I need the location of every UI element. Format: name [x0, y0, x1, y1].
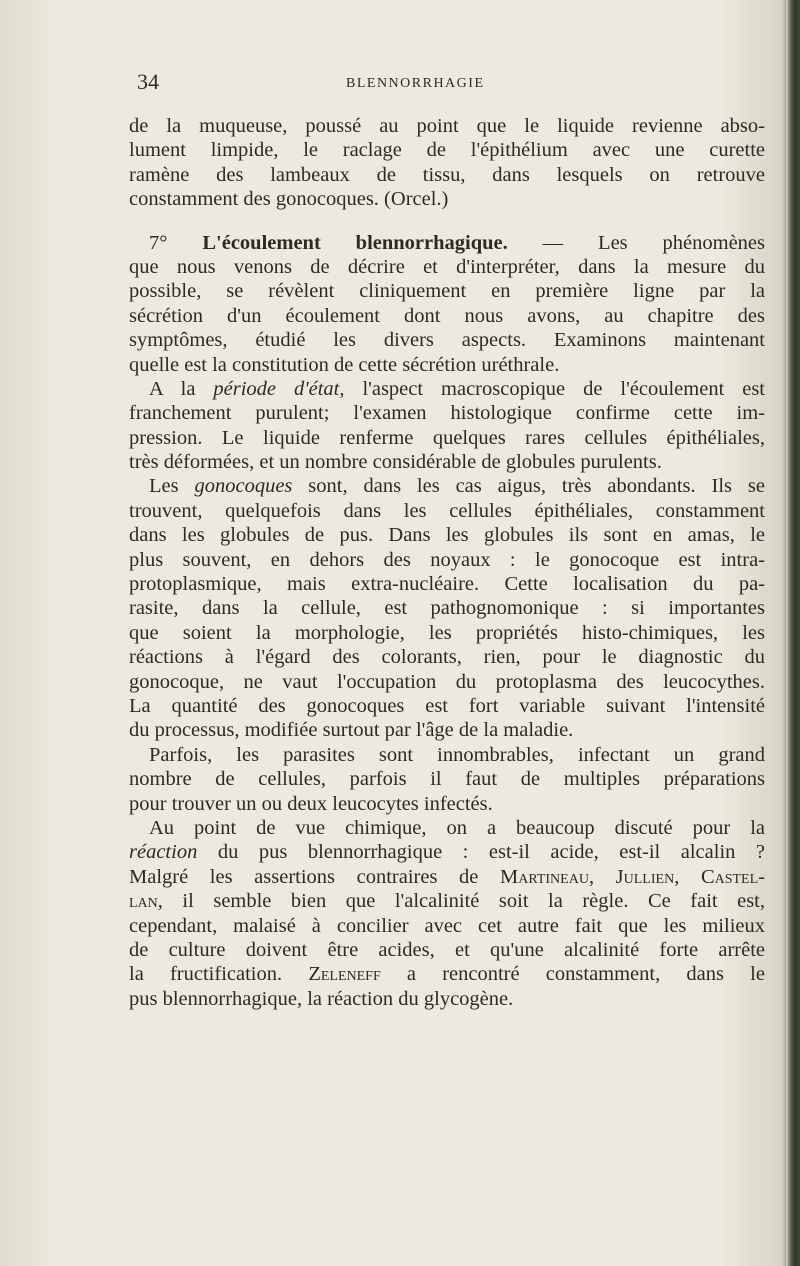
text-line: La quantité des gonocoques est fort variable suivant l'intensité	[129, 694, 765, 717]
text-line	[129, 377, 765, 401]
text-line: pour trouver un ou deux leucocytes infectés.	[129, 792, 493, 815]
author-name: Jullien	[615, 865, 675, 888]
text-fragment: a rencontré constamment, dans le	[380, 963, 765, 986]
text-line	[129, 962, 765, 986]
section-7	[129, 231, 765, 377]
text-fragment: Malgré les assertions contraires de	[129, 865, 500, 888]
paragraph-1	[129, 114, 765, 212]
text-line	[129, 474, 765, 498]
text-line: Au point de vue chimique, on a beaucoup discuté pour la	[149, 816, 765, 839]
page-number: 34	[137, 69, 159, 94]
text-line: nombre de cellules, parfois il faut de multiples préparations	[129, 768, 765, 791]
book-spine-edge	[786, 0, 800, 1266]
italic-term: période d'état	[213, 377, 340, 400]
author-name-cont: lan	[129, 890, 158, 913]
text-line: gonocoque, ne vaut l'occupation du protoplasma des leucocythes.	[129, 670, 765, 693]
text-line: pression. Le liquide renferme quelques rares cellules épithéliales,	[129, 426, 765, 449]
text-line: réactions à l'égard des colorants, rien, pour le diagnostic du	[129, 646, 765, 669]
text-line	[129, 840, 765, 864]
text-line: protoplasmique, mais extra-nucléaire. Cette localisation du pa-	[129, 573, 765, 596]
text-fragment: ,	[588, 865, 616, 888]
text-fragment: du pus blennorrhagique : est-il acide, est-il alcalin ?	[197, 841, 765, 864]
author-name: Castel-	[700, 865, 765, 888]
text-line: dans les globules de pus. Dans les globules ils sont en amas, le	[129, 524, 765, 547]
text-line: sécrétion d'un écoulement dont nous avons, au chapitre des	[129, 304, 765, 327]
paragraph-chimique	[129, 816, 765, 1011]
text-fragment: — Les phénomènes	[507, 231, 766, 254]
text-line: que nous venons de décrire et d'interpréter, dans la mesure du	[129, 255, 765, 278]
text-line: cependant, malaisé à concilier avec cet autre fait que les milieux	[129, 914, 765, 937]
italic-term: gonocoques	[194, 475, 293, 498]
section-number: 7°	[149, 231, 168, 254]
author-name: Martineau	[500, 865, 589, 888]
text-line: ramène des lambeaux de tissu, dans lesquels on retrouve	[129, 163, 765, 186]
text-fragment: la fructification.	[129, 963, 309, 986]
running-head: BLENNORRHAGIE	[346, 76, 485, 91]
section-title: L'écoulement blennorrhagique.	[202, 231, 508, 254]
text-line: trouvent, quelquefois dans les cellules épithéliales, constamment	[129, 499, 765, 522]
text-fragment: Les	[149, 475, 195, 498]
text-line: que soient la morphologie, les propriétés histo-chimiques, les	[129, 621, 765, 644]
paragraph-parasites	[129, 743, 765, 816]
text-line: pus blennorrhagique, la réaction du glycogène.	[129, 987, 514, 1010]
text-line: quelle est la constitution de cette sécrétion uréthrale.	[129, 353, 560, 376]
text-line: symptômes, étudié les divers aspects. Examinons maintenant	[129, 329, 765, 352]
text-line: Parfois, les parasites sont innombrables, infectant un grand	[149, 743, 765, 766]
text-line: du processus, modifiée surtout par l'âge de la maladie.	[129, 719, 574, 742]
text-line: lument limpide, le raclage de l'épithélium avec une curette	[129, 139, 765, 162]
author-name: Zeleneff	[308, 963, 381, 986]
text-line: de culture doivent être acides, et qu'une alcalinité forte arrête	[129, 938, 765, 961]
text-line: de la muqueuse, poussé au point que le liquide revienne abso-	[129, 115, 765, 137]
section-heading-line	[129, 231, 765, 255]
text-line: plus souvent, en dehors des noyaux : le gonocoque est intra-	[129, 548, 765, 571]
text-fragment: , l'aspect macroscopique de l'écoulement est	[339, 377, 766, 400]
text-line: possible, se révèlent cliniquement en première ligne par la	[129, 280, 765, 303]
paragraph-gonocoques	[129, 474, 765, 742]
body-text	[129, 114, 765, 1011]
text-line: franchement purulent; l'examen histologique confirme cette im-	[129, 402, 765, 425]
text-line: Malgré les assertions contraires de Martineau, Jullien, Castel-	[129, 865, 765, 888]
text-line	[129, 889, 765, 913]
text-fragment: sont, dans les cas aigus, très abondants. Ils se	[292, 475, 765, 498]
text-line: rasite, dans la cellule, est pathognomonique : si importantes	[129, 597, 765, 620]
text-fragment: , il semble bien que l'alcalinité soit la règle. Ce fait est,	[157, 890, 765, 913]
italic-term: réaction	[129, 841, 198, 864]
text-line: constamment des gonocoques. (Orcel.)	[129, 188, 449, 211]
paragraph-periode-etat	[129, 377, 765, 475]
text-fragment: A la	[149, 377, 214, 400]
text-line: très déformées, et un nombre considérable de globules purulents.	[129, 451, 662, 474]
